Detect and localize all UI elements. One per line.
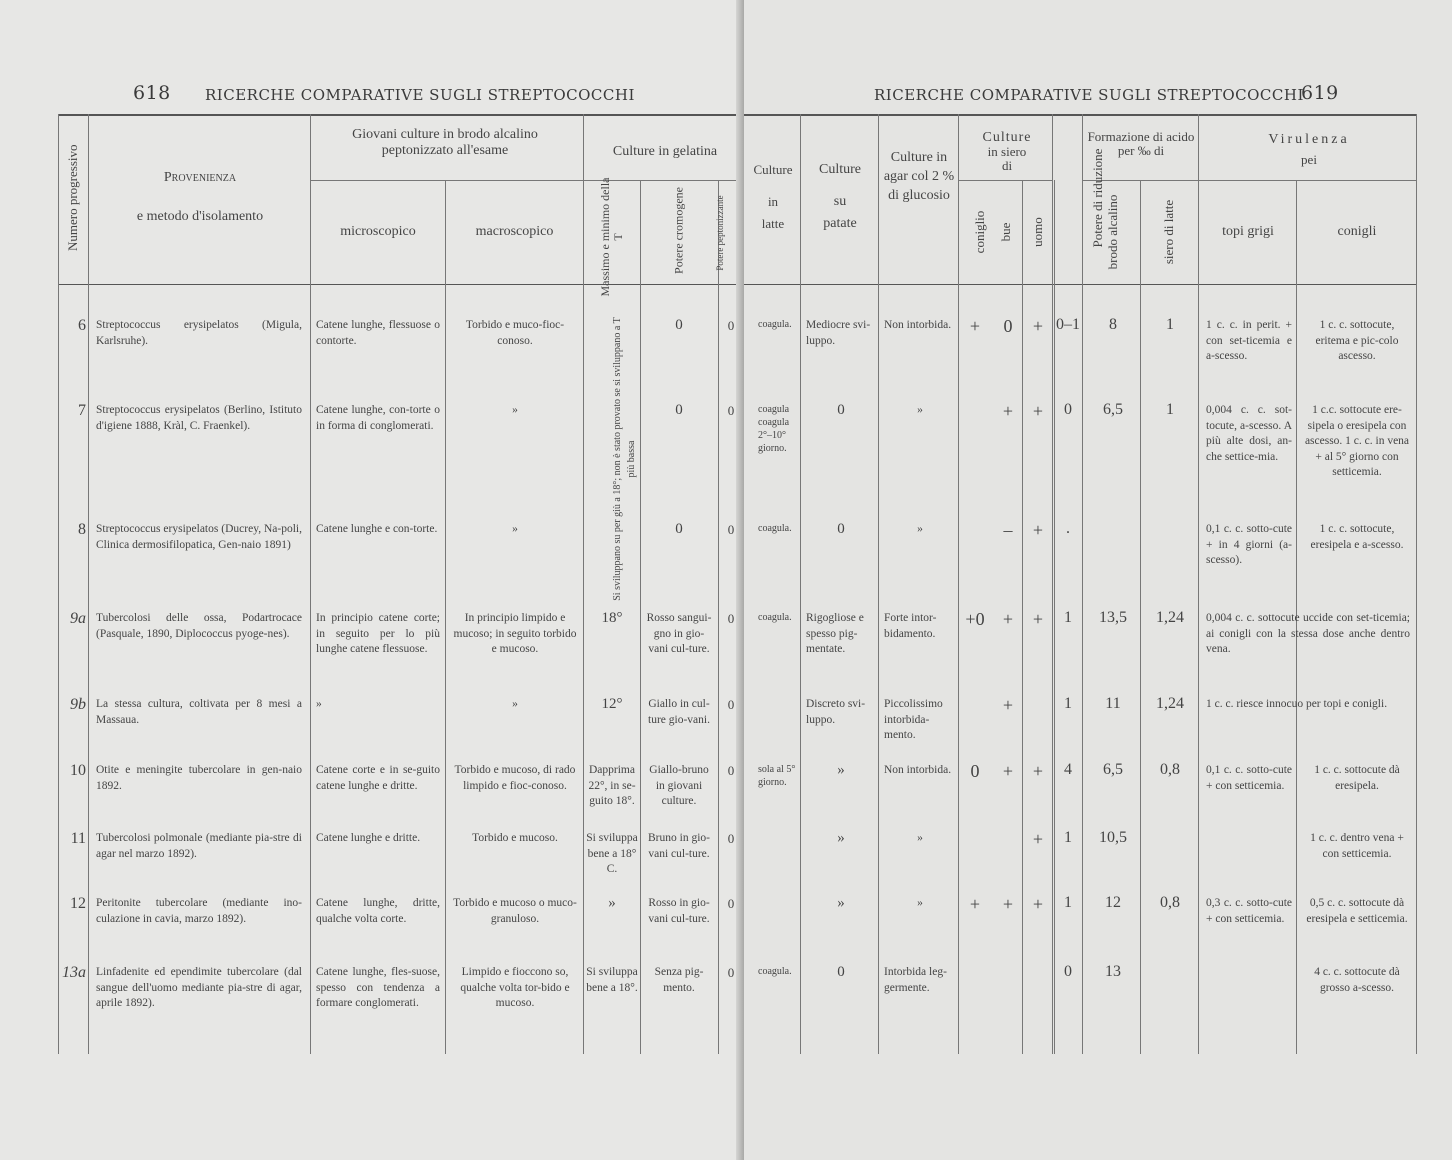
row-virulenza-conigli: 1 c. c. sottocute, eritema e pic-colo ascesso. [1315, 319, 1399, 362]
row-temperature: Si sviluppa bene a 18° C. [586, 832, 638, 875]
row-agar: Non intorbida. [884, 764, 952, 776]
row-provenienza: La stessa cultura, coltivata per 8 mesi a Massaua. [96, 698, 302, 726]
row-virulenza-combined: 1 c. c. riesce innocuo per topi e conigli. [1206, 698, 1388, 710]
row-cromogene: Giallo-bruno in giovani culture. [649, 764, 709, 807]
row-riduzione: 0 [1064, 963, 1072, 980]
row-number: 10 [70, 762, 86, 779]
row-macroscopico: Torbido e muco-fioc-conoso. [465, 319, 565, 347]
header-patate-1: Culture [819, 162, 861, 177]
row-peptonizzante: 0 [727, 896, 735, 911]
row-brodo-alcalino: 13,5 [1099, 609, 1127, 626]
row-siero-uomo: + [1032, 609, 1044, 629]
row-microscopico: Catene lunghe e dritte. [316, 832, 421, 844]
row-brodo-alcalino: 12 [1105, 894, 1121, 911]
left-page-number: 618 [133, 82, 171, 104]
row-siero-uomo: + [1032, 316, 1044, 336]
header-coniglio: coniglio [972, 210, 987, 254]
row-virulenza-conigli: 1 c. c. sottocute dà eresipela. [1314, 764, 1400, 792]
row-provenienza: Streptococcus erysipelatos (Berlino, Istituto d'igiene 1888, Kràl, C. Fraenkel). [96, 404, 302, 432]
row-siero-uomo: + [1032, 894, 1044, 914]
row-brodo-alcalino: 8 [1109, 316, 1117, 333]
row-provenienza: Peritonite tubercolare (mediante ino-culazione in cavia, marzo 1892). [96, 897, 302, 925]
row-cromogene: Senza pig-mento. [654, 966, 704, 994]
row-agar: » [917, 832, 923, 844]
row-macroscopico: » [512, 523, 518, 535]
row-agar: » [917, 897, 923, 909]
row-number: 9b [70, 696, 86, 713]
row-virulenza-conigli: 1 c.c. sottocute ere-sipela o eresipela con ascesso. 1 c. c. in vena + al 5° giorno con setticemia. [1304, 404, 1410, 478]
row-provenienza: Otite e meningite tubercolare in gen-naio 1892. [96, 764, 302, 792]
row-latte: coagula. [758, 966, 792, 977]
row-microscopico: In principio catene corte; in seguito per lo più lunghe catene flessuose. [316, 612, 440, 655]
row-number: 6 [78, 317, 86, 334]
row-peptonizzante: 0 [727, 522, 735, 537]
row-patate: Mediocre svi-luppo. [806, 319, 871, 347]
row-microscopico: Catene corte e in se-guito catene lunghe e dritte. [316, 764, 440, 792]
row-patate: 0 [837, 402, 845, 418]
row-brodo-alcalino: 10,5 [1099, 829, 1127, 846]
row-number: 7 [78, 402, 86, 419]
row-microscopico: Catene lunghe, dritte, qualche volta corte. [316, 897, 440, 925]
row-latte: coagula. [758, 319, 792, 330]
row-patate: Discreto svi-luppo. [806, 698, 866, 726]
header-pei: pei [1301, 152, 1317, 167]
row-siero-coniglio: +0 [965, 609, 985, 629]
row-cromogene: 0 [675, 402, 683, 418]
header-acido: Formazione di acido per ‰ di [1087, 129, 1195, 158]
row-brodo-alcalino: 6,5 [1103, 761, 1123, 778]
header-brodo: brodo alcalino [1105, 194, 1120, 270]
header-giovani: Giovani culture in brodo alcalino peptonizzato all'esame [352, 127, 538, 158]
row-siero-bue: + [1002, 695, 1014, 715]
row-provenienza: Streptococcus erysipelatos (Ducrey, Na-poli, Clinica dermosifilopatica, Gen-naio 1891) [96, 523, 302, 551]
row-siero-bue: + [1002, 894, 1014, 914]
row-virulenza-topi: 0,004 c. c. sot-tocute, a-scesso. A più alte dosi, an-che settice-mia. [1206, 404, 1292, 463]
header-latte-3: latte [761, 216, 785, 231]
row-number: 8 [78, 521, 86, 538]
row-riduzione: 1 [1064, 695, 1072, 712]
row-siero-uomo: + [1032, 761, 1044, 781]
row-siero-di-latte: 0,8 [1160, 894, 1180, 911]
header-provenienza: Provenienza [163, 170, 237, 185]
row-cromogene: Bruno in gio-vani cul-ture. [648, 832, 710, 860]
header-microscopico: microscopico [340, 224, 416, 239]
header-bue: bue [998, 222, 1013, 242]
row-number: 12 [70, 895, 86, 912]
row-siero-uomo: + [1032, 829, 1044, 849]
row-temperature: 12° [601, 696, 623, 712]
row-peptonizzante: 0 [727, 763, 735, 778]
row-provenienza: Streptococcus erysipelatos (Migula, Karlsruhe). [96, 319, 302, 347]
row-patate: » [837, 895, 845, 911]
row-temperature: 18° [601, 610, 623, 626]
right-page [744, 0, 1452, 1160]
row-number: 9a [70, 610, 86, 627]
row-virulenza-conigli: 4 c. c. sottocute dà grosso a-scesso. [1314, 966, 1400, 994]
row-riduzione: . [1066, 520, 1070, 537]
row-macroscopico: » [512, 698, 518, 710]
row-agar: Intorbida leg-germente. [884, 966, 947, 994]
row-peptonizzante: 0 [727, 831, 735, 846]
row-siero-di-latte: 1,24 [1156, 695, 1184, 712]
row-riduzione: 0–1 [1056, 316, 1080, 333]
row-agar: Non intorbida. [884, 319, 952, 331]
row-riduzione: 0 [1064, 401, 1072, 418]
right-running-title: RICERCHE COMPARATIVE SUGLI STREPTOCOCCHI [874, 86, 1304, 104]
row-virulenza-conigli: 1 c. c. dentro vena + con setticemia. [1310, 832, 1404, 860]
row-cromogene: Giallo in cul-ture gio-vani. [648, 698, 710, 726]
row-number: 11 [70, 830, 86, 847]
right-page-number: 619 [1301, 82, 1339, 104]
row-virulenza-topi: 1 c. c. in perit. + con set-ticemia e a-scesso. [1206, 319, 1292, 362]
row-peptonizzante: 0 [727, 697, 735, 712]
row-microscopico: Catene lunghe e con-torte. [316, 523, 438, 535]
row-peptonizzante: 0 [727, 318, 735, 333]
row-microscopico: Catene lunghe, con-torte o in forma di conglomerati. [316, 404, 440, 432]
row-siero-bue: – [1003, 520, 1013, 540]
row-cromogene: 0 [675, 317, 683, 333]
row-microscopico: Catene lunghe, fles-suose, spesso con tendenza a formare conglomerati. [316, 966, 440, 1009]
row-latte: coagula coagula 2°–10° giorno. [758, 404, 790, 454]
row-siero-di-latte: 1 [1166, 316, 1174, 333]
row-virulenza-conigli: 1 c. c. sottocute, eresipela e a-scesso. [1310, 523, 1404, 551]
header-numero: Numero progressivo [65, 144, 80, 251]
row-riduzione: 1 [1064, 609, 1072, 626]
row-cromogene: Rosso sangui-gno in gio-vani cul-ture. [646, 612, 712, 655]
header-siero-latte: siero di latte [1161, 199, 1176, 265]
row-brodo-alcalino: 13 [1105, 963, 1121, 980]
row-peptonizzante: 0 [727, 403, 735, 418]
row-brodo-alcalino: 6,5 [1103, 401, 1123, 418]
row-cromogene: Rosso in gio-vani cul-ture. [648, 897, 710, 925]
row-microscopico: » [316, 698, 322, 710]
row-peptonizzante: 0 [727, 965, 735, 980]
header-latte-2: in [767, 194, 779, 209]
row-latte: coagula. [758, 612, 792, 623]
row-siero-coniglio: + [969, 316, 981, 336]
row-macroscopico: Torbido e mucoso o muco-granuloso. [453, 897, 577, 925]
header-siero-1: Culture [982, 130, 1032, 145]
row-macroscopico: » [512, 404, 518, 416]
row-peptonizzante: 0 [727, 611, 735, 626]
row-brodo-alcalino: 11 [1105, 695, 1121, 712]
row-agar: Piccolissimo intorbida-mento. [884, 698, 943, 741]
row-riduzione: 1 [1064, 894, 1072, 911]
row-siero-bue: + [1002, 761, 1014, 781]
row-latte: coagula. [758, 523, 792, 534]
row-provenienza: Tubercolosi polmonale (mediante pia-stre di agar nel marzo 1892). [96, 832, 302, 860]
header-massimo: Massimo e minimo della T [598, 177, 625, 297]
row-temperature: Si sviluppa bene a 18°. [586, 966, 638, 994]
row-macroscopico: Torbido e mucoso. [472, 832, 558, 844]
row-patate: Rigogliose e spesso pig-mentate. [806, 612, 864, 655]
row-riduzione: 1 [1064, 829, 1072, 846]
header-siero-3: di [1001, 158, 1013, 173]
row-macroscopico: Limpido e fioccono so, qualche volta tor-bido e mucoso. [460, 966, 570, 1009]
row-patate: » [837, 762, 845, 778]
row-riduzione: 4 [1064, 761, 1072, 778]
row-siero-di-latte: 1 [1166, 401, 1174, 418]
row-siero-uomo: + [1032, 401, 1044, 421]
row-provenienza: Tubercolosi delle ossa, Podartrocace (Pasquale, 1890, Diplococcus pyoge-nes). [96, 612, 302, 640]
header-uomo: uomo [1030, 217, 1045, 247]
left-running-title: RICERCHE COMPARATIVE SUGLI STREPTOCOCCHI [205, 86, 635, 104]
row-macroscopico: In principio limpido e mucoso; in seguito torbido e mucoso. [453, 612, 577, 655]
row-agar: » [917, 523, 923, 535]
row-agar: » [917, 404, 923, 416]
row-patate: » [837, 830, 845, 846]
row-virulenza-conigli: 0,5 c. c. sottocute dà eresipela e setticemia. [1306, 897, 1408, 925]
header-peptonizzante: Potere peptonizzante [715, 195, 725, 271]
row-siero-coniglio: 0 [970, 761, 980, 781]
row-agar: Forte intor-bidamento. [884, 612, 937, 640]
row-microscopico: Catene lunghe, flessuose o contorte. [316, 319, 440, 347]
header-patate-3: patate [823, 216, 857, 231]
header-agar: Culture in agar col 2 % di glucosio [883, 150, 955, 203]
header-siero-2: in siero [987, 144, 1027, 159]
row-siero-uomo: + [1032, 520, 1044, 540]
row-siero-coniglio: + [969, 894, 981, 914]
header-riduzione: Potere di riduzione [1090, 148, 1105, 248]
row-temperature: Dapprima 22°, in se-guito 18°. [588, 764, 636, 807]
row-siero-bue: + [1002, 609, 1014, 629]
row-siero-bue: + [1002, 401, 1014, 421]
row-siero-di-latte: 0,8 [1160, 761, 1180, 778]
row-patate: 0 [837, 521, 845, 537]
row-virulenza-topi: 0,1 c. c. sotto-cute + in 4 giorni (a-scesso). [1206, 523, 1292, 566]
header-virulenza: Virulenza [1268, 132, 1350, 147]
header-macroscopico: macroscopico [475, 224, 554, 239]
row-virulenza-topi: 0,3 c. c. sotto-cute + con setticemia. [1206, 897, 1292, 925]
header-topi: topi grigi [1222, 224, 1274, 239]
row-patate: 0 [837, 964, 845, 980]
header-metodo: e metodo d'isolamento [136, 209, 264, 224]
row-latte: sola al 5° giorno. [758, 764, 796, 788]
header-latte-1: Culture [753, 162, 793, 177]
header-patate-2: su [833, 194, 847, 209]
row-macroscopico: Torbido e mucoso, di rado limpido e fioc-conoso. [454, 764, 576, 792]
row-cromogene: 0 [675, 521, 683, 537]
row-siero-bue: 0 [1003, 316, 1013, 336]
row-virulenza-topi: 0,1 c. c. sotto-cute + con setticemia. [1206, 764, 1292, 792]
header-cromogene: Potere cromogene [671, 187, 686, 274]
row-provenienza: Linfadenite ed ependimite tubercolare (dal sangue dell'uomo mediante pia-stre di agar, aprile 1892). [96, 966, 302, 1009]
row-number: 13a [62, 964, 86, 981]
header-conigli: conigli [1337, 224, 1377, 239]
row-virulenza-combined: 0,004 c. c. sottocute uccide con set-ticemia; ai conigli con la stessa dose anche dentro vena. [1206, 612, 1410, 655]
gel-temperature-note: Si sviluppano su per giù a 18°; non è stato provato se si sviluppano a T più bassa [612, 317, 637, 601]
header-gelatina: Culture in gelatina [612, 144, 718, 159]
row-temperature: » [608, 895, 616, 911]
row-siero-di-latte: 1,24 [1156, 609, 1184, 626]
